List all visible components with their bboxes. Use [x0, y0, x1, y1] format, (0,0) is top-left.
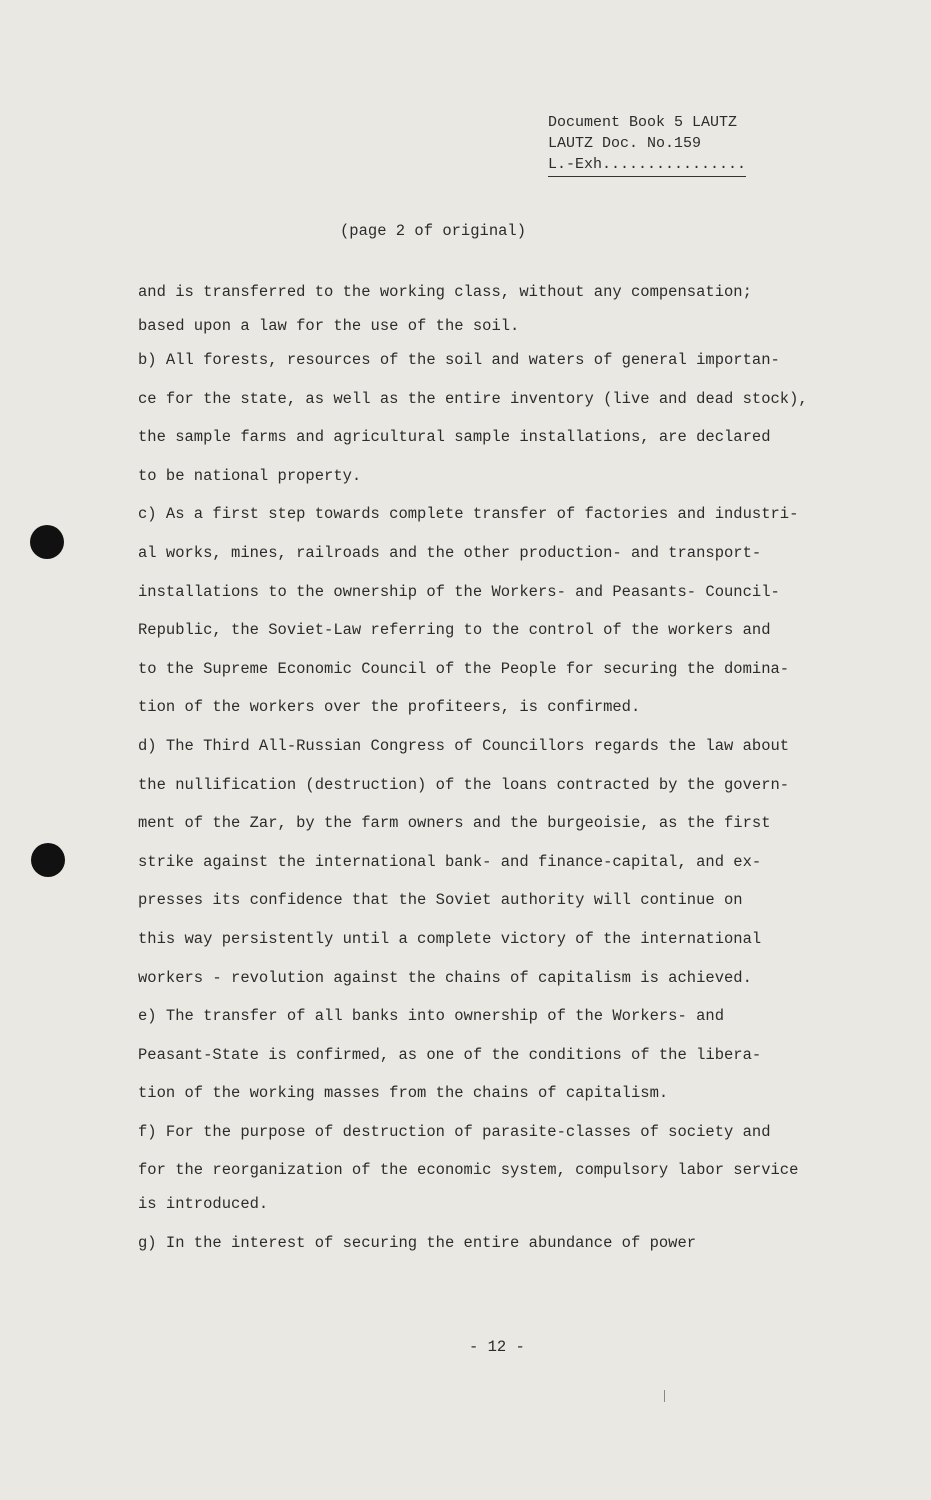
exhibit-line: L.-Exh................ — [548, 154, 746, 177]
body-line: installations to the ownership of the Workers- and Peasants- Council- — [138, 582, 780, 601]
page-note: (page 2 of original) — [340, 222, 527, 240]
body-line: al works, mines, railroads and the other production- and transport- — [138, 543, 762, 562]
body-line: for the reorganization of the economic system, compulsory labor service — [138, 1161, 799, 1180]
body-line: to the Supreme Economic Council of the People for securing the domina- — [138, 659, 790, 678]
body-line: c) As a first step towards complete transfer of factories and industri- — [138, 505, 799, 524]
body-line: ment of the Zar, by the farm owners and the burgeoisie, as the first — [138, 814, 771, 833]
document-body — [138, 280, 838, 1270]
body-line: workers - revolution against the chains of capitalism is achieved. — [138, 968, 752, 987]
body-line: based upon a law for the use of the soil. — [138, 317, 520, 335]
body-line: and is transferred to the working class, without any compensation; — [138, 283, 752, 301]
body-line: this way persistently until a complete victory of the international — [138, 929, 762, 948]
body-line: ce for the state, as well as the entire inventory (live and dead stock), — [138, 389, 808, 408]
body-line: tion of the workers over the profiteers, is confirmed. — [138, 698, 641, 717]
document-reference — [548, 112, 746, 177]
body-line: g) In the interest of securing the entire abundance of power — [138, 1234, 697, 1253]
body-line: presses its confidence that the Soviet authority will continue on — [138, 891, 743, 910]
body-line: Republic, the Soviet-Law referring to the control of the workers and — [138, 621, 771, 640]
body-line: strike against the international bank- and finance-capital, and ex- — [138, 852, 762, 871]
body-line: tion of the working masses from the chains of capitalism. — [138, 1084, 669, 1103]
body-line: e) The transfer of all banks into ownership of the Workers- and — [138, 1007, 724, 1026]
body-line: the nullification (destruction) of the loans contracted by the govern- — [138, 775, 790, 794]
punch-hole-lower — [31, 843, 65, 877]
body-line: b) All forests, resources of the soil and waters of general importan- — [138, 351, 780, 369]
body-line: Peasant-State is confirmed, as one of the conditions of the libera- — [138, 1045, 762, 1064]
body-line: to be national property. — [138, 466, 362, 485]
body-line: the sample farms and agricultural sample installations, are declared — [138, 428, 771, 447]
body-line: is introduced. — [138, 1195, 269, 1214]
punch-hole-upper — [30, 525, 64, 559]
page-number: - 12 - — [469, 1338, 525, 1356]
document-book-line: Document Book 5 LAUTZ — [548, 114, 738, 131]
body-line: d) The Third All-Russian Congress of Councillors regards the law about — [138, 736, 790, 755]
doc-number-line: LAUTZ Doc. No.159 — [548, 135, 702, 152]
paper-mark — [664, 1390, 665, 1402]
body-line: f) For the purpose of destruction of parasite-classes of society and — [138, 1122, 771, 1141]
